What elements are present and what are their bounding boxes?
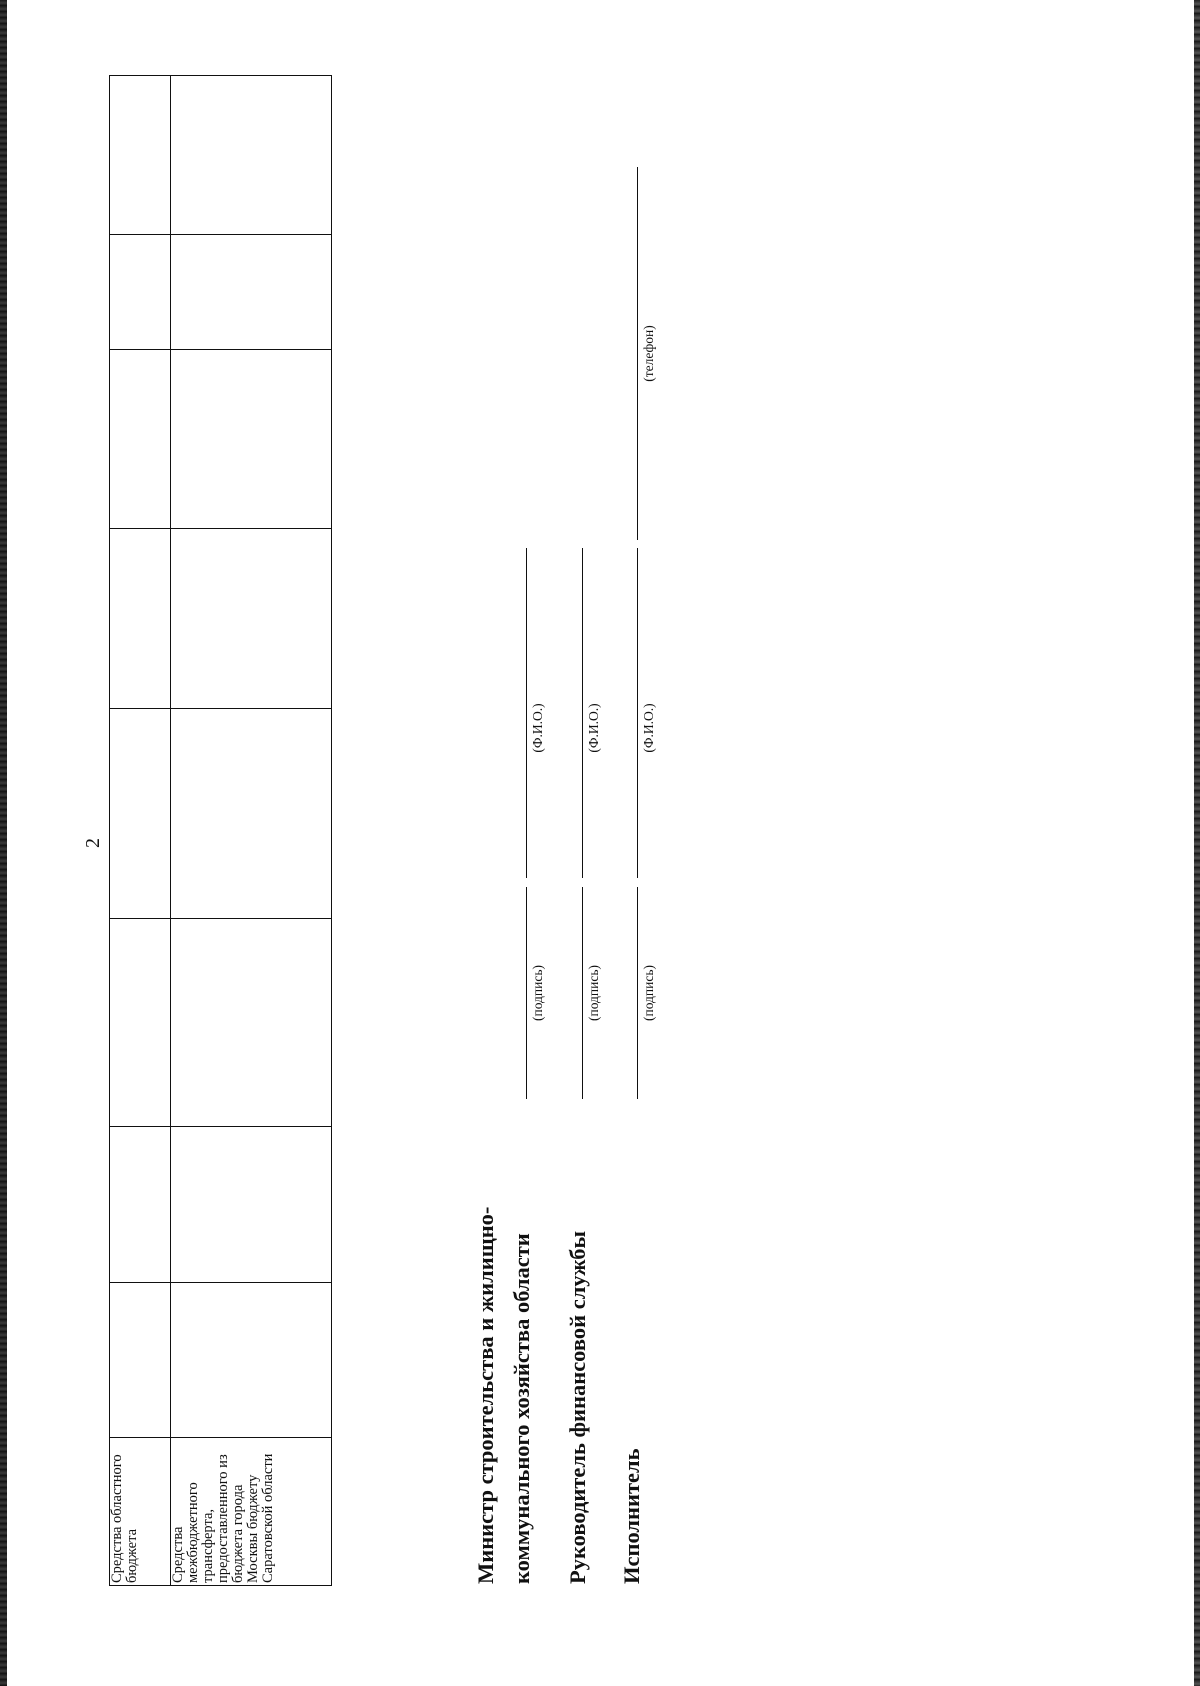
- table-row: [171, 76, 332, 1586]
- table-cell: [110, 709, 171, 919]
- signature-line: [582, 548, 583, 878]
- table-cell: [110, 76, 171, 235]
- table-cell: [171, 709, 332, 919]
- table-cell: [110, 1283, 171, 1438]
- signature-title-minister: Министр строительства и жилищно-коммунального хозяйства области: [473, 1206, 534, 1584]
- signature-line: [526, 887, 527, 1099]
- budget-table: [109, 75, 332, 1586]
- signature-line: [582, 887, 583, 1099]
- signature-caption: (подпись): [586, 964, 601, 1022]
- signature-line: [637, 167, 638, 540]
- row-label: Средства областного бюджета: [110, 1438, 171, 1586]
- table-cell: [171, 1127, 332, 1283]
- table-row: [110, 76, 171, 1586]
- signature-line: [637, 548, 638, 878]
- name-caption: (Ф.И.О.): [641, 703, 656, 753]
- table-cell: [110, 235, 171, 350]
- table-cell: [171, 919, 332, 1127]
- table-cell: [110, 1127, 171, 1283]
- table-cell: [171, 1283, 332, 1438]
- signature-caption: (подпись): [530, 964, 545, 1022]
- phone-caption: (телефон): [641, 325, 656, 382]
- row-label: Средства межбюджетного трансферта, предоставленного из бюджета города Москвы бюджету Саратовской области: [171, 1438, 332, 1586]
- signature-line: [637, 887, 638, 1099]
- table-cell: [171, 235, 332, 350]
- name-caption: (Ф.И.О.): [586, 703, 601, 753]
- signature-title-finance-head: Руководитель финансовой службы: [565, 1230, 590, 1584]
- signature-title-executor: Исполнитель: [619, 1448, 644, 1584]
- table-cell: [171, 529, 332, 709]
- page-number: 2: [82, 838, 104, 848]
- name-caption: (Ф.И.О.): [530, 703, 545, 753]
- table-cell: [171, 350, 332, 529]
- table-cell: [171, 76, 332, 235]
- table-cell: [110, 350, 171, 529]
- signature-caption: (подпись): [641, 964, 656, 1022]
- table-cell: [110, 529, 171, 709]
- signature-line: [526, 548, 527, 878]
- table-cell: [110, 919, 171, 1127]
